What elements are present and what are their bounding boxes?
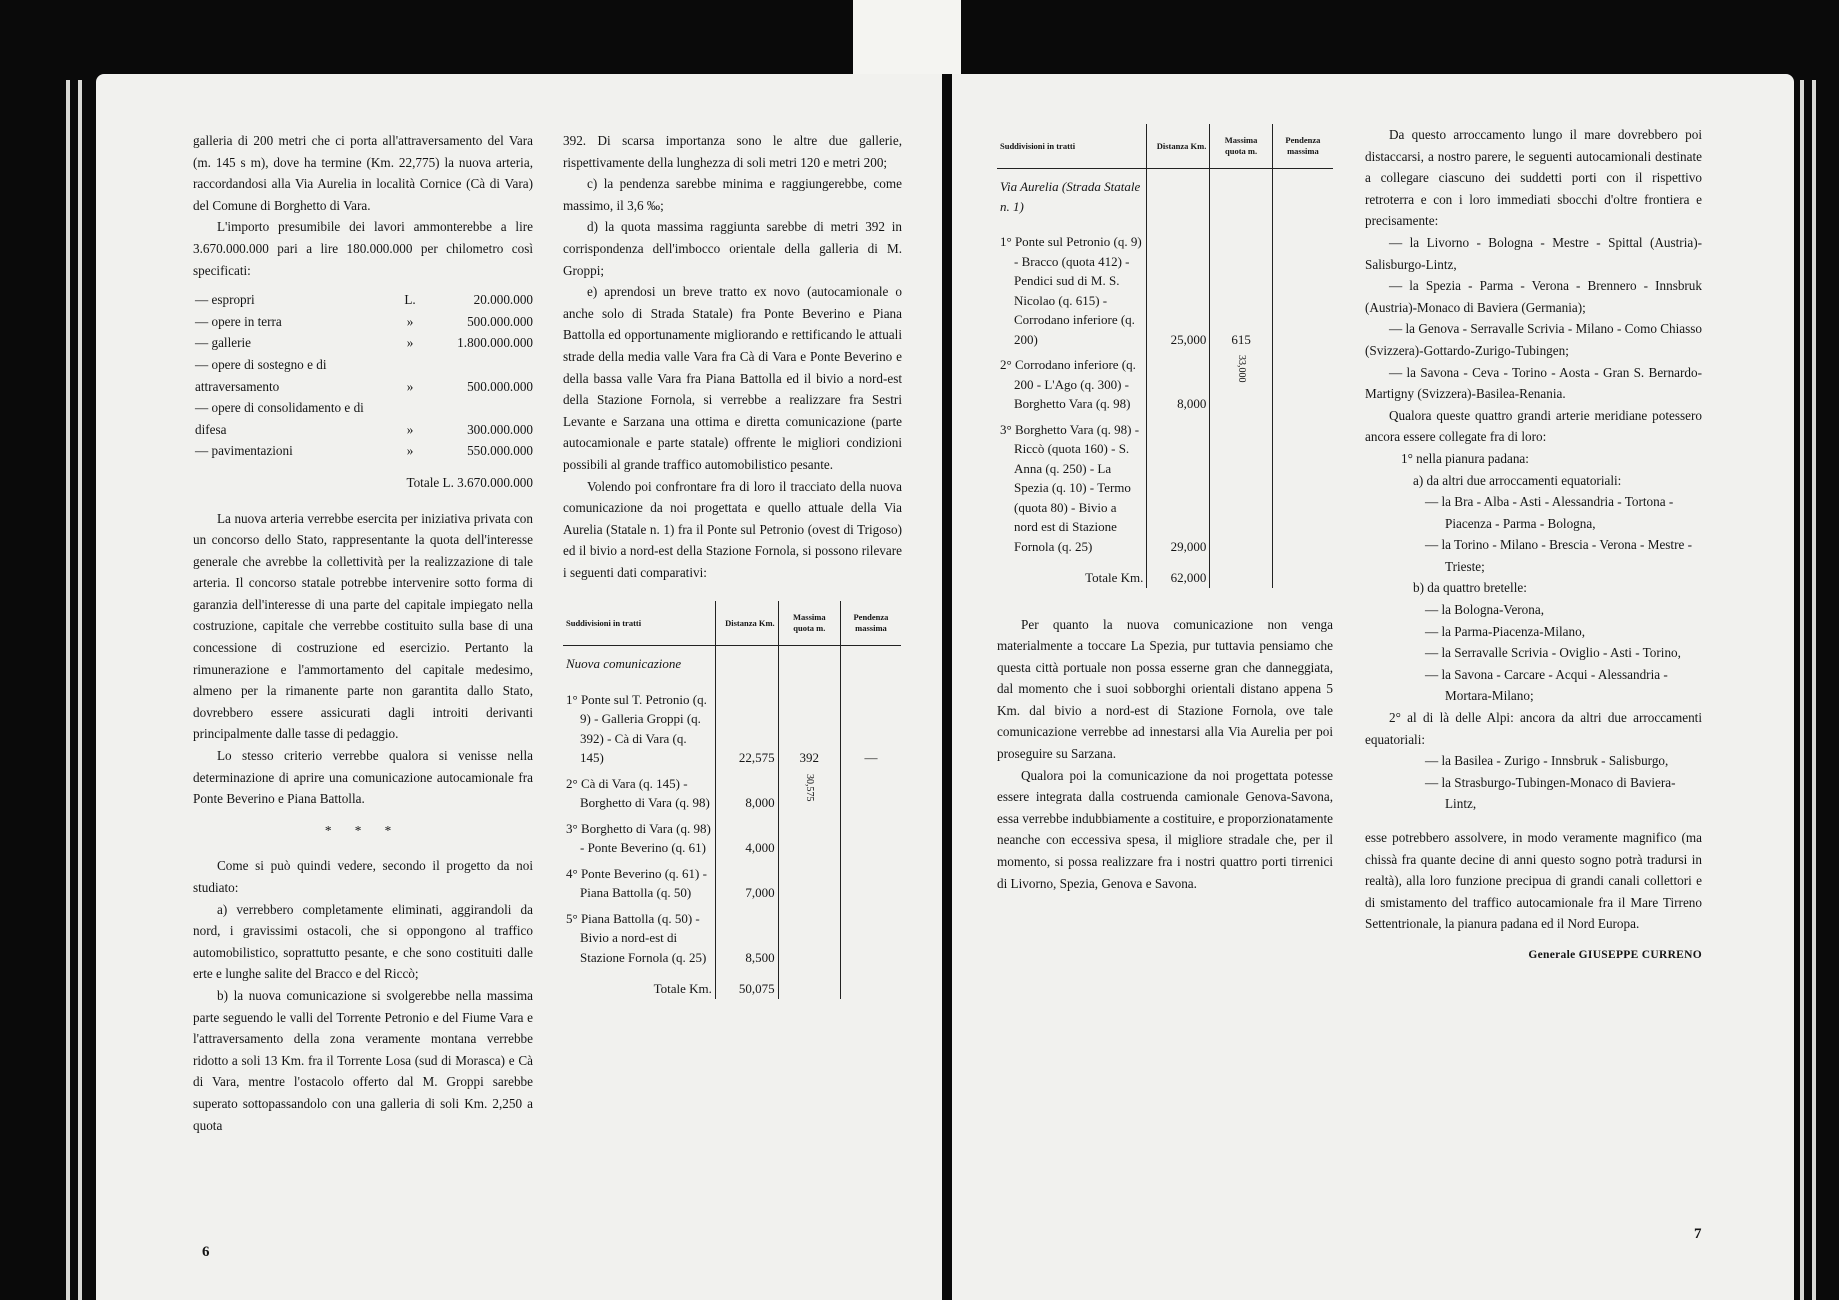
segment-text: 3° Borghetto Vara (q. 98) - Riccò (quota 160) - S. Anna (q. 250) - La Spezia (q. 10) - Termo (quota 80) - Bivio a nord est di Stazione Fornola (q. 25): [1000, 421, 1140, 554]
table-row-distance: 4,000: [715, 813, 778, 858]
route-sublist: [1365, 491, 1702, 577]
list-heading: 1° nella pianura padana:: [1401, 450, 1529, 466]
comparison-table-aurelia: [997, 124, 1333, 588]
paragraph: Per quanto la nuova comunicazione non venga materialmente a toccare La Spezia, pur tuttavia pensiamo che questa città portuale non possa esserne gran che danneggiata, dal momento che i suoi sobborghi orientali distano appena 5 Km. dal bivio a nord-est di Stazione Fornola, ove tale comunicazione verrebbe ad innestarsi alla Via Aurelia per poi proseguire su Sarzana.: [997, 616, 1333, 762]
segment-text: 2° Corrodano inferiore (q. 200 - L'Ago (q. 300) - Borghetto Vara (q. 98): [1000, 357, 1136, 411]
table-total-label: Totale Km.: [563, 967, 715, 999]
table-header: Suddivisioni in tratti: [563, 601, 715, 646]
cost-label: — pavimentazioni: [195, 443, 293, 459]
route-subitem: — la Strasburgo-Tubingen-Monaco di Baviera-Lintz,: [1425, 774, 1676, 812]
route-sublist: [1365, 750, 1702, 815]
paragraph: Qualora poi la comunicazione da noi progettata potesse essere integrata dalla costruenda camionale Genova-Savona, essa verrebbe indubbiamente a costituire, e proporzionatamente neanche con eccessiva spesa, il migliore stradale che, per il momento, si possa realizzare fra i nostri quattro porti tirrenici di Livorno, Spezia, Genova e Savona.: [997, 767, 1333, 891]
page-number: 7: [1694, 1226, 1702, 1242]
page-edge: [78, 80, 82, 1300]
route-item: — la Savona - Ceva - Torino - Aosta - Gran S. Bernardo-Martigny (Svizzera)-Basilea-Renania.: [1365, 364, 1702, 402]
cost-label: — opere di consolidamento e di difesa: [195, 400, 364, 437]
list-heading: 2° al di là delle Alpi: ancora da altri due arroccamenti equatoriali:: [1365, 710, 1702, 747]
table-row-slope: —: [864, 750, 878, 766]
segment-text: 2° Cà di Vara (q. 145) - Borghetto di Vara (q. 98): [566, 775, 710, 811]
route-list: [1365, 232, 1702, 405]
list-heading: b) da quattro bretelle:: [1413, 580, 1527, 596]
section-separator: * * *: [324, 822, 402, 838]
paragraph: Lo stesso criterio verrebbe qualora si venisse nella determinazione di aprire una comunicazione autocamionale fra Ponte Beverino e Piana Battolla.: [193, 748, 533, 807]
paragraph: galleria di 200 metri che ci porta all'attraversamento del Vara (m. 145 s m), dove ha termine (Km. 22,775) la nuova arteria, raccordandosi alla Via Aurelia in località Cornice (Cà di Vara) del Comune di Borghetto di Vara.: [193, 133, 533, 213]
top-paper-strip: [853, 0, 961, 74]
left-column-2: [563, 130, 902, 999]
route-item: — la Livorno - Bologna - Mestre - Spittal (Austria)-Salisburgo-Lintz,: [1365, 234, 1702, 272]
segment-text: 1° Ponte sul T. Petronio (q. 9) - Galleria Groppi (q. 392) - Cà di Vara (q. 145): [566, 691, 707, 766]
paragraph: Da questo arroccamento lungo il mare dovrebbero poi distaccarsi, a nostro parere, le seguenti autocamionali destinate a collegare ciascuno dei suddetti porti con il rispettivo retroterra e con i loro immediati sbocchi d'oltre frontiera e precisamente:: [1365, 127, 1702, 229]
cost-amount: 500.000.000: [467, 378, 533, 394]
segment-text: 5° Piana Battolla (q. 50) - Bivio a nord-est di Stazione Fornola (q. 25): [566, 910, 707, 965]
table-row-quota: [778, 768, 840, 813]
cost-amount: 1.800.000.000: [457, 335, 533, 351]
table-row-quota: [778, 813, 840, 858]
table-row-segment: [997, 349, 1147, 414]
paragraph: Qualora queste quattro grandi arterie meridiane potessero ancora essere collegate fra di loro:: [1365, 407, 1702, 445]
paragraph: c) la pendenza sarebbe minima e raggiungerebbe, come massimo, il 3,6 ‰;: [563, 176, 902, 213]
paragraph: Volendo poi confrontare fra di loro il tracciato della nuova comunicazione da noi progettata e quello attuale della Via Aurelia (Statale n. 1) fra il Ponte sul Petronio (ovest di Trigoso) ed il bivio a nord-est della Stazione Fornola, si possono rilevare i seguenti dati comparativi:: [563, 478, 902, 580]
table-row-slope: [1272, 226, 1333, 349]
table-header: Pendenza massima: [840, 601, 901, 646]
table-cell: [1272, 169, 1333, 227]
right-column-1: [997, 124, 1333, 894]
cost-row: [193, 440, 533, 462]
table-cell: [1210, 169, 1272, 227]
table-row-quota: [1210, 349, 1272, 414]
subtotal-brace: 33,000: [1235, 355, 1247, 383]
table-cell: [778, 967, 840, 999]
cost-currency: L.: [404, 292, 416, 308]
table-row-distance: 8,000: [1147, 349, 1210, 414]
table-row-slope: [840, 903, 901, 968]
table-row-segment: [563, 903, 715, 968]
table-row-distance: 8,500: [715, 903, 778, 968]
table-cell: [715, 646, 778, 684]
table-header: Massima quota m.: [1210, 124, 1272, 169]
table-header: Distanza Km.: [1147, 124, 1210, 169]
table-row-quota: [778, 858, 840, 903]
table-row-distance: 29,000: [1147, 414, 1210, 557]
cost-currency: »: [406, 421, 414, 437]
cost-amount: 20.000.000: [473, 292, 533, 308]
right-page: [952, 74, 1794, 1300]
page-edge: [1800, 80, 1804, 1300]
table-row-quota: [1210, 414, 1272, 557]
page-edge: [1812, 80, 1816, 1300]
table-cell: [1147, 169, 1210, 227]
paragraph: a) verrebbero completamente eliminati, aggirandoli da nord, i gravissimi ostacoli, che si oppongono al traffico automobilistico, soprattutto pesante, e che sono costituiti dalle erte e lunghe salite del Bracco e del Riccò;: [193, 901, 533, 982]
table-row-slope: [1272, 414, 1333, 557]
cost-label: — opere di sostegno e di attraversamento: [195, 356, 327, 394]
table-row-segment: [563, 858, 715, 903]
table-section-title: Via Aurelia (Strada Statale n. 1): [997, 169, 1147, 227]
cost-amount: 500.000.000: [467, 313, 533, 329]
route-item: — la Genova - Serravalle Scrivia - Milano - Como Chiasso (Svizzera)-Gottardo-Zurigo-Tubingen;: [1365, 321, 1702, 358]
table-cell: [840, 967, 901, 999]
cost-row: [193, 354, 533, 397]
cost-total: Totale L. 3.670.000.000: [406, 474, 533, 490]
paragraph: e) aprendosi un breve tratto ex novo (autocamionale o anche solo di Strada Statale) fra Ponte Beverino e Piana Battolla ed opportunamente migliorando e rettificando le attuali strade della media valle Vara fra Cà di Vara e Ponte Beverino e della bassa valle Vara fra Piana Battolla ed il bivio a nord-est della Stazione Fornola, si verrebbe a realizzare fra Sestri Levante e Sarzana una ottima e diretta comunicazione (parte autocamionale e parte statale) offrente le migliori condizioni possibili al grande traffico automobilistico pesante.: [563, 284, 902, 472]
table-header: Suddivisioni in tratti: [997, 124, 1147, 169]
page-edge: [66, 80, 70, 1300]
cost-currency: »: [406, 378, 414, 394]
table-total-value: 62,000: [1147, 556, 1210, 588]
table-row-slope: [840, 768, 901, 813]
cost-currency: »: [406, 443, 414, 459]
paragraph: L'importo presumibile dei lavori ammonterebbe a lire 3.670.000.000 pari a lire 180.000.000 per chilometro così specificati:: [193, 219, 533, 278]
route-subitem: — la Savona - Carcare - Acqui - Alessandria - Mortara-Milano;: [1425, 666, 1668, 704]
author-signature: Generale GIUSEPPE CURRENO: [1528, 948, 1702, 961]
route-subitem: — la Parma-Piacenza-Milano,: [1425, 623, 1586, 639]
table-header: Distanza Km.: [715, 601, 778, 646]
paragraph: d) la quota massima raggiunta sarebbe di metri 392 in corrispondenza dell'imbocco orientale della galleria di M. Groppi;: [563, 219, 902, 278]
table-total-value: 50,075: [715, 967, 778, 999]
page-number: 6: [202, 1244, 210, 1260]
cost-row: [193, 289, 533, 311]
table-row-quota: 615: [1210, 226, 1272, 349]
table-row-quota: [778, 903, 840, 968]
route-item: — la Spezia - Parma - Verona - Brennero - Innsbruk (Austria)-Monaco di Baviera (Germania);: [1365, 278, 1702, 315]
left-page: [96, 74, 942, 1300]
table-row-distance: 22,575: [715, 684, 778, 768]
cost-amount: 550.000.000: [467, 443, 533, 459]
route-subitem: — la Bra - Alba - Asti - Alessandria - Tortona - Piacenza - Parma - Bologna,: [1425, 494, 1674, 531]
cost-row: [193, 311, 533, 333]
list-heading: a) da altri due arroccamenti equatoriali:: [1413, 472, 1622, 488]
route-subitem: — la Serravalle Scrivia - Oviglio - Asti - Torino,: [1425, 645, 1681, 661]
right-column-2: [1365, 124, 1702, 967]
paragraph: La nuova arteria verrebbe esercita per iniziativa privata con un concorso dello Stato, rappresentante la quota dell'interesse generale che avrebbe la collettività per la realizzazione di tale arteria. Il concorso statale potrebbe intervenire sotto forma di garanzia dell'interesse di una parte del capitale impiegato nella costruzione, capitale che verrebbe costituito sulla base di una concessione di costruzione ed esercizio. Pertanto la rimunerazione e l'ammortamento del capitale medesimo, almeno per la rimanente parte non garantita dallo Stato, dovrebbero essere assicurati dagli introiti derivanti principalmente dalle tasse di pedaggio.: [193, 510, 533, 742]
subtotal-brace: 30,575: [804, 773, 816, 802]
table-row-quota: 392: [778, 684, 840, 768]
comparison-table-new: [563, 601, 901, 999]
table-row-slope: [840, 858, 901, 903]
segment-text: 1° Ponte sul Petronio (q. 9) - Bracco (quota 412) - Pendici sud di M. S. Nicolao (q. 615) - Corrodano inferiore (q. 200): [1000, 234, 1142, 347]
route-subitem: — la Torino - Milano - Brescia - Verona - Mestre - Trieste;: [1425, 537, 1693, 574]
route-subitem: — la Bologna-Verona,: [1425, 602, 1545, 618]
table-row-distance: 8,000: [715, 768, 778, 813]
paragraph: esse potrebbero assolvere, in modo veramente magnifico (ma chissà fra quante decine di anni questo sogno potrà tradursi in realtà), alla loro funzione precipua di grandi canali collettori e di smistamento del traffico autocamionale fra il Mare Tirreno Settentrionale, la pianura padana ed il Nord Europa.: [1365, 830, 1702, 932]
table-row-distance: 7,000: [715, 858, 778, 903]
table-row-segment: [563, 813, 715, 858]
left-column-1: [193, 130, 533, 1136]
route-sublist: [1365, 599, 1702, 707]
paragraph: b) la nuova comunicazione si svolgerebbe nella massima parte seguendo le valli del Torrente Petronio e del Fiume Vara e l'attraversamento della zona veramente montana verrebbe ridotto a soli 13 Km. fra il Torrente Losa (sud di Morasca) e Cà di Vara, mentre l'ostacolo offerto dal M. Groppi sarebbe superato sottopassandolo con una galleria di soli Km. 2,250 a quota: [193, 987, 533, 1133]
table-row-slope: [840, 813, 901, 858]
cost-label: — espropri: [195, 292, 255, 308]
cost-list: [193, 289, 533, 462]
cost-currency: »: [406, 313, 414, 329]
segment-text: 3° Borghetto di Vara (q. 98) - Ponte Beverino (q. 61): [566, 820, 711, 856]
cost-amount: 300.000.000: [467, 421, 533, 437]
table-header: Pendenza massima: [1272, 124, 1333, 169]
table-row-distance: 25,000: [1147, 226, 1210, 349]
cost-currency: »: [406, 335, 414, 351]
table-total-label: Totale Km.: [997, 556, 1147, 588]
table-cell: [778, 646, 840, 684]
route-subitem: — la Basilea - Zurigo - Innsbruk - Salisburgo,: [1425, 753, 1669, 769]
cost-label: — opere in terra: [195, 313, 282, 329]
table-row-segment: [563, 684, 715, 768]
cost-label: — gallerie: [195, 335, 252, 351]
table-row-slope: [1272, 349, 1333, 414]
table-cell: [1272, 556, 1333, 588]
segment-text: 4° Ponte Beverino (q. 61) - Piana Battolla (q. 50): [566, 865, 707, 901]
paragraph: Come si può quindi vedere, secondo il progetto da noi studiato:: [193, 858, 533, 895]
table-section-title: Nuova comunicazione: [563, 646, 715, 684]
table-cell: [840, 646, 901, 684]
table-row-segment: [997, 414, 1147, 557]
cost-row: [193, 397, 533, 440]
table-cell: [1210, 556, 1272, 588]
cost-row: [193, 332, 533, 354]
table-row-segment: [563, 768, 715, 813]
paragraph: 392. Di scarsa importanza sono le altre due gallerie, rispettivamente della lunghezza di soli metri 120 e metri 200;: [563, 133, 902, 170]
table-row-segment: [997, 226, 1147, 349]
table-header: Massima quota m.: [778, 601, 840, 646]
